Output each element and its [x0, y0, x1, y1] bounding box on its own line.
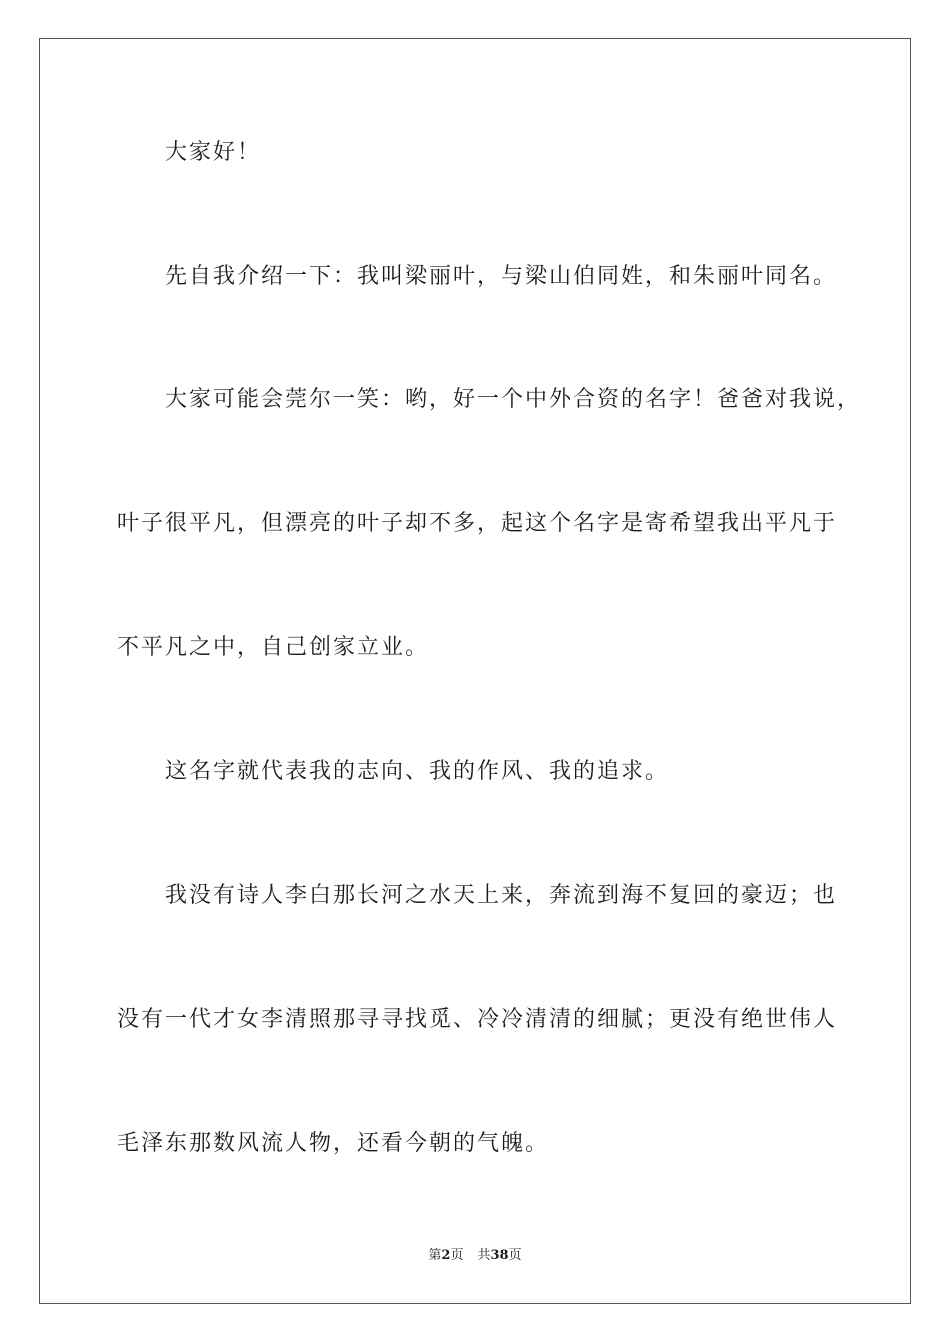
- page-footer: [0, 1247, 950, 1265]
- paragraph-line-8: 没有一代才女李清照那寻寻找觅、冷冷清清的细腻；更没有绝世伟人: [117, 1007, 838, 1032]
- total-pages: 38: [490, 1248, 509, 1263]
- total-prefix: 共: [477, 1248, 491, 1263]
- page-number: 2: [441, 1248, 451, 1263]
- paragraph-line-7: 我没有诗人李白那长河之水天上来，奔流到海不复回的豪迈；也: [165, 883, 838, 908]
- page-suffix: 页: [450, 1248, 464, 1263]
- paragraph-line-9: 毛泽东那数风流人物，还看今朝的气魄。: [117, 1131, 550, 1156]
- paragraph-line-4: 叶子很平凡，但漂亮的叶子却不多，起这个名字是寄希望我出平凡于: [117, 511, 838, 536]
- paragraph-line-5: 不平凡之中，自己创家立业。: [117, 635, 430, 660]
- paragraph-line-6: 这名字就代表我的志向、我的作风、我的追求。: [165, 759, 670, 784]
- total-suffix: 页: [508, 1248, 522, 1263]
- paragraph-line-1: 大家好！: [165, 140, 262, 165]
- paragraph-line-2: 先自我介绍一下：我叫梁丽叶，与梁山伯同姓，和朱丽叶同名。: [165, 264, 838, 289]
- paragraph-line-3: 大家可能会莞尔一笑：哟，好一个中外合资的名字！爸爸对我说，: [165, 387, 862, 412]
- page-prefix: 第: [428, 1248, 442, 1263]
- page-frame: [39, 38, 911, 1304]
